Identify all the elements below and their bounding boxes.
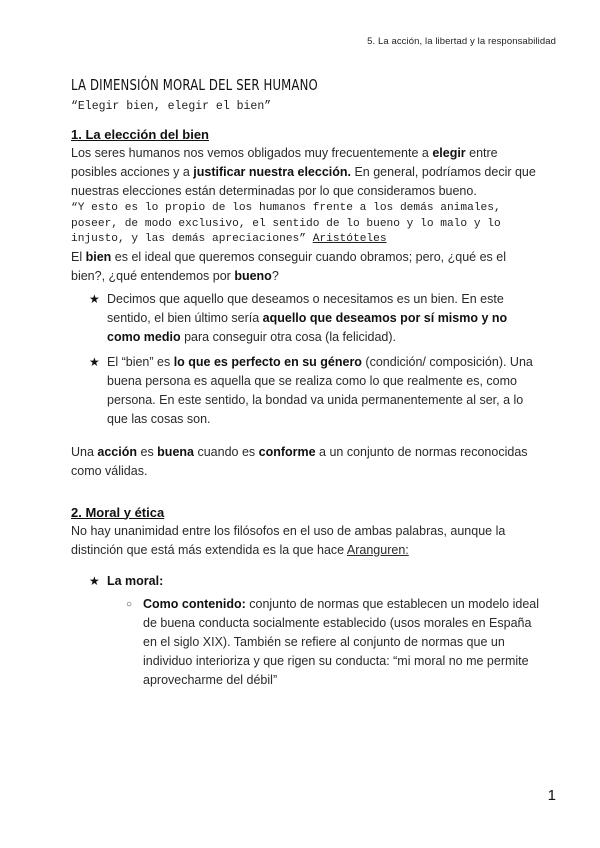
paragraph-moral-etica: [71, 522, 541, 560]
quote-text: “Y esto es lo propio de los humanos frente a los demás animales, poseer, de modo exclusivo, el sentido de lo bueno y lo malo y lo injusto, y las demás apreciaciones”: [71, 202, 501, 245]
aristotle-quote: [71, 201, 541, 248]
text: entre posibles acciones y a: [71, 146, 498, 179]
emphasis: conforme: [258, 444, 316, 459]
running-header: 5. La acción, la libertad y la responsabilidad: [367, 36, 556, 47]
text: es el ideal que queremos conseguir cuando obramos; pero, ¿qué es el bien?, ¿qué entendemos por: [71, 249, 506, 283]
text: Los seres humanos nos vemos obligados muy frecuentemente a: [71, 146, 433, 160]
text: a un conjunto de normas reconocidas como válidas.: [71, 444, 528, 478]
emphasis: elegir: [432, 146, 466, 160]
aranguren-link[interactable]: Aranguren:: [346, 542, 409, 557]
paragraph-bien: [71, 248, 541, 286]
text: es: [137, 444, 158, 459]
paragraph-accion: [71, 443, 541, 481]
text: El: [71, 249, 86, 264]
moral-label: La moral:: [107, 573, 164, 588]
moral-list: [71, 572, 541, 690]
list-item: [89, 353, 541, 429]
emphasis: lo que es perfecto en su género: [173, 354, 362, 369]
quote-author: Aristóteles: [312, 233, 387, 245]
text: No hay unanimidad entre los filósofos en el uso de ambas palabras, aunque la distinción que está más extendida es la que hace: [71, 523, 506, 557]
section-heading-moral-etica: 2. Moral y ética: [71, 504, 165, 520]
emphasis: aquello que deseamos por sí mismo y no como medio: [107, 310, 508, 344]
text: Una: [71, 444, 98, 459]
star-bullet-icon: ★: [89, 354, 100, 369]
page-number: 1: [547, 787, 556, 804]
text: (condición/ composición). Una buena persona es aquella que se realiza como lo que realmente es, como persona. En este sentido, la bondad va unida permanentemente al ser, a lo que las cosas son.: [107, 354, 533, 426]
emphasis: justificar nuestra elección.: [193, 165, 351, 179]
list-item: [89, 290, 541, 347]
text: El “bien” es: [107, 354, 174, 369]
section-heading-eleccion: 1. La elección del bien: [71, 127, 209, 142]
star-bullet-icon: ★: [89, 291, 100, 306]
emphasis: bien: [85, 249, 112, 264]
list-item: [126, 595, 541, 690]
list-item: [89, 572, 541, 690]
text: para conseguir otra cosa (la felicidad).: [180, 329, 397, 344]
page-title: LA DIMENSIÓN MORAL DEL SER HUMANO: [71, 76, 318, 94]
text: En general, podríamos decir que nuestras elecciones están determinadas por lo que consideramos bueno.: [71, 165, 536, 198]
emphasis: acción: [97, 444, 138, 459]
emphasis: Como contenido:: [143, 596, 246, 611]
main-content: [71, 125, 541, 696]
text: cuando es: [193, 444, 259, 459]
text: Decimos que aquello que deseamos o necesitamos es un bien. En este sentido, el bien último sería: [107, 291, 504, 325]
motto: “Elegir bien, elegir el bien”: [71, 100, 272, 113]
paragraph-intro: [71, 144, 541, 201]
star-bullet-icon: ★: [89, 573, 100, 588]
emphasis: bueno: [234, 268, 272, 283]
bien-list: [71, 290, 541, 429]
circle-bullet-icon: ○: [126, 598, 133, 610]
text: conjunto de normas que establecen un modelo ideal de buena conducta socialmente establecido (usos morales en España en el siglo XIX). También se refiere al conjunto de normas que un individuo interioriza y que rigen su conducta: “mi moral no me permite aprovecharme del débil”: [143, 596, 540, 687]
emphasis: buena: [157, 444, 194, 459]
text: ?: [271, 268, 279, 283]
moral-sublist: [107, 595, 541, 690]
